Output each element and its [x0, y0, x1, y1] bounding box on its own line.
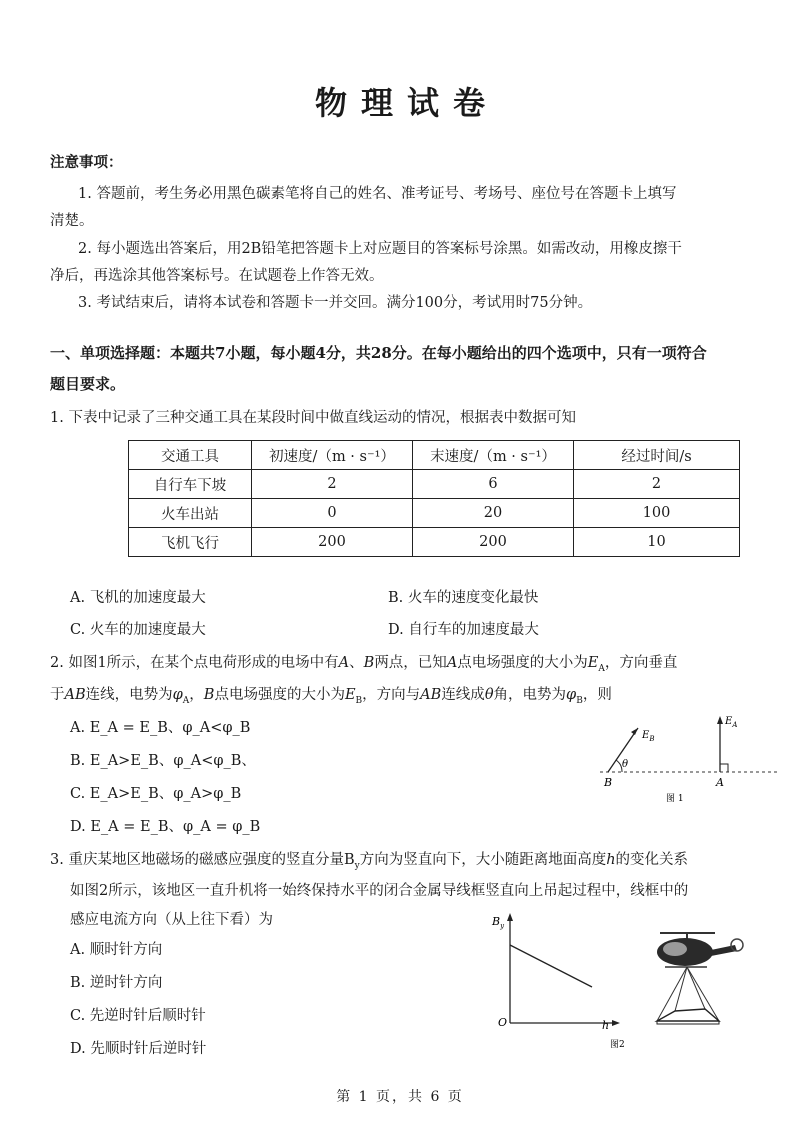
- notice-item-2-line-2: 净后，再选涂其他答案标号。在试题卷上作答无效。: [50, 268, 384, 284]
- q3-stem-line-3: 感应电流方向（从上往下看）为: [70, 912, 273, 928]
- table-row: [129, 470, 740, 499]
- table-cell: 0: [252, 499, 413, 528]
- table-row: [129, 528, 740, 557]
- q1-data-table: [128, 440, 740, 557]
- q3-stem-line-2: 如图2所示，该地区一直升机将一始终保持水平的闭合金属导线框竖直向上吊起过程中，线框中的: [70, 883, 689, 899]
- table-cell: 6: [413, 470, 574, 499]
- notice-item-3: 3. 考试结束后，请将本试卷和答题卡一并交回。满分100分，考试用时75分钟。: [78, 295, 593, 311]
- figure-1: [590, 710, 790, 810]
- page-title: 物理试卷: [314, 84, 499, 122]
- q3-option-d: D. 先顺时针后逆时针: [70, 1041, 207, 1057]
- origin-label: O: [498, 1016, 508, 1029]
- table-cell: 火车出站: [129, 499, 252, 528]
- figure-2-caption: 图2: [610, 1040, 625, 1050]
- q2-option-c: C. E_A>E_B、φ_A>φ_B: [70, 786, 242, 802]
- q3-option-c: C. 先逆时针后顺时针: [70, 1008, 206, 1024]
- q2-stem-line-2: 于AB连线，电势为$\varphi_A$，B点电场强度的大小为$E_B$，方向与AB连线成θ角，电势为$\varphi_B$，则: [50, 687, 612, 706]
- q1-option-d: D. 自行车的加速度最大: [388, 622, 539, 638]
- label-eb: $E_B$: [642, 730, 655, 743]
- cable-right: [687, 967, 719, 1021]
- table-cell: 200: [413, 528, 574, 557]
- label-theta: θ: [622, 759, 629, 770]
- table-cell: 飞机飞行: [129, 528, 252, 557]
- page-footer: 第 1 页，共 6 页: [336, 1089, 464, 1105]
- label-ea: $E_A$: [725, 716, 738, 729]
- q3-stem-line-1: 3. 重庆某地区地磁场的磁感应强度的竖直分量$B_y$方向为竖直向下，大小随距离地面高度h的变化关系: [50, 852, 689, 871]
- figure-2-graph: [490, 905, 625, 1055]
- by-vs-h-line: [510, 945, 592, 987]
- q2-stem-line-1: 2. 如图1所示，在某个点电荷形成的电场中有A、B两点，已知A点电场强度的大小为$E_A$，方向垂直: [50, 655, 678, 674]
- q2-option-a: A. E_A = E_B、φ_A<φ_B: [70, 720, 251, 736]
- q3-option-a: A. 顺时针方向: [70, 942, 163, 958]
- table-cell: 100: [574, 499, 740, 528]
- table-cell: 20: [413, 499, 574, 528]
- q1-option-c: C. 火车的加速度最大: [70, 622, 206, 638]
- table-header-cell: 交通工具: [129, 441, 252, 470]
- y-axis-arrow: [507, 913, 513, 921]
- notice-heading: 注意事项：: [50, 154, 123, 171]
- ea-arrowhead: [717, 716, 723, 724]
- cockpit-window: [663, 942, 687, 956]
- section-1-heading: 一、单项选择题：本题共7小题，每小题4分，共28分。在每小题给出的四个选项中，只有一项符合: [50, 344, 707, 362]
- cable-back-right: [687, 967, 705, 1009]
- table-cell: 自行车下坡: [129, 470, 252, 499]
- notice-item-1-line-1: 1. 答题前，考生务必用黑色碳素笔将自己的姓名、准考证号、考场号、座位号在答题卡上填写: [78, 186, 677, 202]
- label-point-b: B: [604, 776, 613, 789]
- q2-option-b: B. E_A>E_B、φ_A<φ_B、: [70, 753, 256, 769]
- table-header-cell: 末速度/（m · s⁻¹）: [413, 441, 574, 470]
- q2-option-d: D. E_A = E_B、φ_A = φ_B: [70, 819, 261, 835]
- cable-back-left: [675, 967, 687, 1011]
- q3-option-b: B. 逆时针方向: [70, 975, 163, 991]
- wire-frame-loop: [657, 1009, 719, 1021]
- right-angle-mark: [720, 764, 728, 772]
- table-row: [129, 499, 740, 528]
- table-header-row: [129, 441, 740, 470]
- table-cell: 2: [574, 470, 740, 499]
- q1-stem: 1. 下表中记录了三种交通工具在某段时间中做直线运动的情况，根据表中数据可知: [50, 410, 576, 426]
- table-cell: 2: [252, 470, 413, 499]
- q1-option-b: B. 火车的速度变化最快: [388, 590, 539, 606]
- x-axis-arrow: [612, 1020, 620, 1026]
- label-point-a: A: [716, 776, 724, 789]
- figure-1-caption: 图 1: [666, 794, 684, 804]
- wire-frame-edge: [657, 1021, 719, 1024]
- eb-arrowhead: [631, 728, 638, 735]
- helicopter-illustration: [645, 925, 750, 1040]
- section-1-heading-cont: 题目要求。: [50, 375, 126, 393]
- tail-rotor-icon: [731, 939, 743, 951]
- table-header-cell: 初速度/（m · s⁻¹）: [252, 441, 413, 470]
- notice-item-2-line-1: 2. 每小题选出答案后，用2B铅笔把答题卡上对应题目的答案标号涂黑。如需改动，用橡皮擦干: [78, 241, 682, 257]
- notice-item-1-line-2: 清楚。: [50, 213, 94, 229]
- table-cell: 200: [252, 528, 413, 557]
- q1-option-a: A. 飞机的加速度最大: [70, 590, 206, 606]
- y-axis-label: $B_y$: [492, 915, 505, 930]
- x-axis-label: h: [602, 1019, 610, 1032]
- table-header-cell: 经过时间/s: [574, 441, 740, 470]
- table-cell: 10: [574, 528, 740, 557]
